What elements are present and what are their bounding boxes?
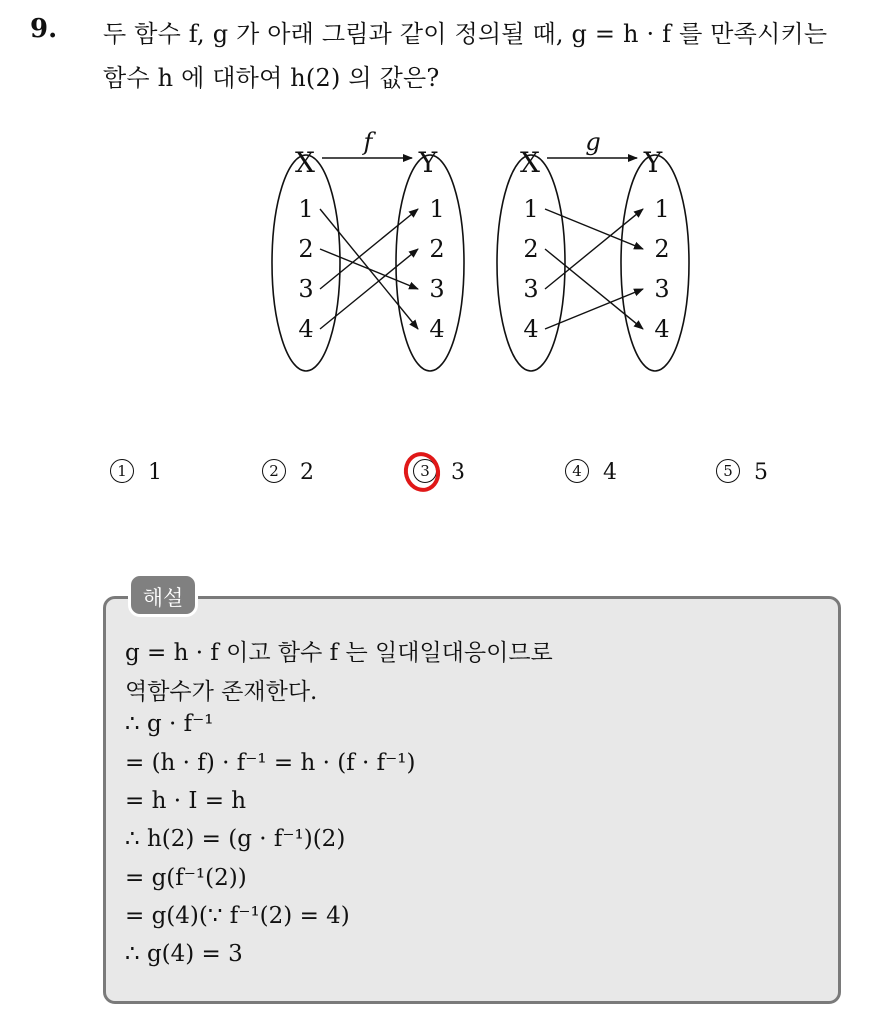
f-arrow-4-to-2 [320,249,418,329]
g-arrow-2-to-4 [545,249,643,329]
mapping-g-diagram [497,128,689,371]
g-arrow-1-to-2 [545,209,643,249]
function-mapping-diagram [0,0,884,420]
choice-4[interactable] [565,460,617,485]
solution-line-8: = g(4)(∵ f⁻¹(2) = 4) [125,903,350,929]
f-arrow-2-to-3 [320,249,418,289]
g-arrow-3-to-1 [545,209,643,289]
f-codomain-element-1: 1 [429,195,445,223]
choice-1-symbol: 1 [110,459,134,483]
choice-5-value: 5 [754,460,768,485]
solution-line-6: ∴ h(2) = (g · f⁻¹)(2) [125,826,346,852]
f-codomain-element-3: 3 [429,275,445,303]
f-domain-element-4: 4 [298,315,314,343]
f-function-label: f [363,128,373,156]
choice-2-symbol: 2 [262,459,286,483]
g-codomain-element-2: 2 [654,235,670,263]
solution-line-9: ∴ g(4) = 3 [125,941,243,967]
g-arrow-4-to-3 [545,289,643,329]
choice-3-symbol: 3 [413,459,437,483]
answer-mark-circle [399,448,444,496]
solution-tab: 해설 [128,573,198,617]
question-text-line2: 함수 h 에 대하여 h(2) 의 값은? [103,64,440,92]
choice-5-symbol: 5 [716,459,740,483]
g-domain-element-1: 1 [523,195,539,223]
g-codomain-element-1: 1 [654,195,670,223]
f-codomain-element-2: 2 [429,235,445,263]
choice-1[interactable] [110,460,162,485]
solution-line-1: g = h · f 이고 함수 f 는 일대일대응이므로 [125,640,553,666]
choice-3-value: 3 [451,460,465,485]
f-codomain-element-4: 4 [429,315,445,343]
f-domain-element-1: 1 [298,195,314,223]
solution-line-4: = (h · f) · f⁻¹ = h · (f · f⁻¹) [125,750,416,776]
question-text-line1: 두 함수 f, g 가 아래 그림과 같이 정의될 때, g = h · f 를 만족시키는 [103,20,828,48]
question-number: 9. [30,14,58,44]
g-codomain-element-3: 3 [654,275,670,303]
g-domain-element-2: 2 [523,235,539,263]
solution-line-7: = g(f⁻¹(2)) [125,865,247,891]
f-domain-label: X [295,146,315,179]
solution-line-5: = h · I = h [125,788,247,814]
g-domain-element-4: 4 [523,315,539,343]
f-domain-element-3: 3 [298,275,314,303]
g-domain-label: X [520,146,540,179]
choice-4-symbol: 4 [565,459,589,483]
mapping-f-diagram [272,128,464,371]
f-arrow-3-to-1 [320,209,418,289]
solution-line-2: 역함수가 존재한다. [125,679,318,705]
solution-line-3: ∴ g · f⁻¹ [125,711,214,737]
choice-1-value: 1 [148,460,162,485]
choice-4-value: 4 [603,460,617,485]
f-codomain-label: Y [418,146,438,179]
g-function-label: g [585,128,601,156]
g-codomain-label: Y [643,146,663,179]
choice-2[interactable] [262,460,314,485]
g-codomain-element-4: 4 [654,315,670,343]
choice-2-value: 2 [300,460,314,485]
choice-5[interactable] [716,460,768,485]
g-domain-element-3: 3 [523,275,539,303]
f-domain-element-2: 2 [298,235,314,263]
